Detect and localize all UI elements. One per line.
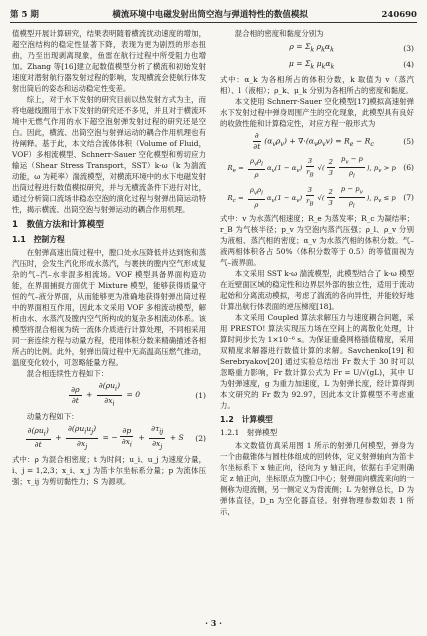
issue-number: 第 5 期: [10, 10, 39, 20]
paragraph: 式中：α_k 为各相所占的体积分数，k 取值为 v（蒸汽相）、l（液相）；ρ_k、μ_k 分别为各相所占的密度和黏度。: [220, 75, 414, 96]
subsubsection-heading: 1.2.1 射弹模型: [220, 428, 278, 438]
equation-viscosity: $\mu = \Sigma_k$ $\mu_k\alpha_k$ (4): [288, 58, 414, 71]
equation-evaporation-rate: $R_e$ = $\frac{\rho_v\rho_l}{\rho}$ $\alpha_v(1 - \alpha_v)$ $\frac{3}{r_B}$ √( $\frac{2}{3}$ $\frac{p_v - p}{\rho_l}$ ), $p_v > p$ (6): [227, 155, 414, 180]
paragraph: 综上，对于水下发射的研究目前以热发射方式为主，而将电磁线圈用于水下发射的研究还不多见，并且对于横流环境中无燃气作用的水下超空泡射弹发射过程的研究还是空白。因此，横流、出筒空泡与射弹运动的耦合作用机理也有待阐释。基于此，本文结合流体体积（Volume of Fluid，VOF）多相流模型、Schnerr-Sauer 空化模型和剪切应力输运（Shear Stress Transport，SST）k-ω（k 为湍流动能，ω 为耗率）湍流模型，对横流环境中的水下电磁发射出筒过程进行数值模拟研究，并与无横流条件下进行对比，通过分析筒口流场非稳态空泡的演化过程与射弹出筒运动特性，揭示横流、出筒空泡与射弹运动的耦合作用机理。: [12, 95, 206, 214]
right-column: [220, 28, 414, 517]
equation-number: (2): [195, 433, 206, 443]
left-column: [12, 28, 206, 487]
paragraph: 动量方程如下：: [26, 412, 79, 422]
equation-number: (1): [195, 390, 206, 400]
section-heading: 1 数值方法和计算模型: [12, 220, 104, 230]
equation-continuity: $\frac{\partial\rho}{\partial t}$ + $\frac{\partial(\rho u_i)}{\partial x_i}$ = 0 (1): [71, 381, 206, 408]
equation-vapor-transport: $\frac{\partial}{\partial t}$ $(\alpha_v\rho_v) + \nabla\cdot(\alpha_v\rho_vv) = R_e - R_c$ (5): [253, 131, 414, 152]
running-title: 横流环境中电磁发射出筒空泡与弹道特性的数值模拟: [112, 10, 308, 20]
paragraph: 本文采用 Coupled 算法求解压力与速度耦合问题，采用 PRESTO! 算法实现压力场在空间上的离散化处理，计算时间步长为 1×10⁻⁶ s。为保证重叠网格插值精度，采用双精度求解器进行数值计算的求解。Savchenko[19] 和 Serebryakov[20] 通过实验总结出 Fr 数大于 30 时可以忽略重力影响，Fr 数计算公式为 Fr = U/√(gL)，其中 U 为射弹速度，g 为重力加速度，L 为射弹长度，经计算得到本文研究的 Fr 数为 92.97，因此本文计算模型不考虑重力。: [220, 313, 414, 411]
equation-number: (3): [403, 43, 414, 53]
paragraph: 本文采用 SST k-ω 湍流模型，此模型结合了 k-ω 模型在近壁面区域的稳定性和边界层外部的独立性，适用于流动起始和分离流动模拟，考虑了湍流的各向异性，并能较好地计算出航行体表面的逆压梯度[18]。: [220, 269, 414, 312]
equation-momentum: $\frac{\partial(\rho u_i)}{\partial t}$ + $\frac{\partial(\rho u_iu_j)}{\partial x_j}$ = − $\frac{\partial p}{\partial x_i}$ + $\frac{\partial\tau_{ij}}{\partial x_j}$ + S (2): [27, 424, 206, 451]
page-number: · 3 ·: [205, 618, 222, 628]
paragraph: 在射弹高速出筒过程中，膛口处水压降低并达到饱和蒸汽压时，会发生汽化形成水蒸汽，与裹挟的膛内空气形成复杂的气–汽–水非混多相流场。VOF 模型具备界面构造功能，在界面捕捉方面优于 Mixture 模型，能够获得质量守恒的气–液分界面，从而能够更为准确地获得射弹出筒过程中的界面相互作用，因此本文采用 VOF 多相流动模型，解析由水、水蒸汽及膛内空气所构成的复杂多相流动体系。该模型将混合相视为统一流体介质进行计算处理，不同相采用同一套连续方程与动量方程，使用体积分数来精确描述各相所占的比例。此外，射弹出筒过程中无高温高压燃气推动，温度变化较小，可忽略能量方程。: [12, 248, 206, 367]
equation-number: (4): [403, 60, 414, 70]
subsection-heading: 1.1 控制方程: [12, 235, 65, 244]
paragraph: 本文使用 Schnerr-Sauer 空化模型[17]模拟高速射弹水下发射过程中弹身周围产生的空化现象，此模型具有良好的收敛性能和计算稳定性，对应方程一般形式为: [220, 97, 414, 129]
paragraph: 值模型开展计算研究，结果表明随着横流扰动速度的增加，超空泡结构的稳定性显著下降，表现为更为剧烈的形态扭曲，乃至出现剥离现象，鱼雷在航行过程中所受阻力也增加。Zhang 等[16]建立起数值模型分析了横流和初始发射速度对潜射航行器发射过程的影响，发现横流会使航行体发射出筒后的姿态和运动稳定性变差。: [12, 29, 206, 93]
equation-condensation-rate: $R_c$ = $\frac{\rho_v\rho_l}{\rho}$ $\alpha_v(1 - \alpha_v)$ $\frac{3}{r_B}$ √( $\frac{2}{3}$ $\frac{p - p_v}{\rho_l}$ ), $p_v \le p$ (7): [227, 184, 414, 210]
subsection-heading: 1.2 计算模型: [220, 415, 273, 425]
paragraph: 混合相的密度和黏度分别为: [234, 29, 324, 38]
paragraph: 本文数值仿真采用图 1 所示的射弹几何模型，弹身为一个由截锥体与圆柱体组成的回转体，定义射弹轴向为笛卡尔坐标系下 x 轴正向，径向为 y 轴正向，依据右手定则确定 z 轴正向，坐标原点为膛口中心；射弹面向横流来向的一侧称为迎流侧，另一侧定义为背流侧；L 为射弹总长，D 为弹体直径，D_n 为空化器直径。射弹物理参数如表 1 所示，: [220, 441, 414, 517]
running-header: [10, 6, 417, 23]
paragraph: 式中：v 为水蒸汽相速度；R_e 为蒸发率；R_c 为凝结率；r_B 为气核半径；p_v 为空泡内蒸汽压强；ρ_l、ρ_v 分别为液相、蒸汽相的密度；α_v 为水蒸汽相的体积分数。气–液两相体积各占 50%（体积分数等于 0.5）的等值面视为气–液界面。: [220, 214, 414, 268]
equation-number: (5): [403, 137, 414, 147]
equation-number: (6): [403, 163, 414, 173]
equation-number: (7): [403, 193, 414, 203]
paragraph: 混合相连续性方程如下：: [26, 369, 109, 378]
article-code: 240690: [381, 10, 417, 20]
equation-density: $\rho = \Sigma_k$ $\rho_k\alpha_k$ (3): [289, 42, 414, 54]
paragraph: 式中：ρ 为混合相密度；t 为时间；u_i、u_j 为速度分量，i、j = 1,2,3；x_i、x_j 为笛卡尔坐标系分量；p 为流体压强；τ_ij 为剪切黏性力；S 为源项。: [12, 455, 206, 487]
